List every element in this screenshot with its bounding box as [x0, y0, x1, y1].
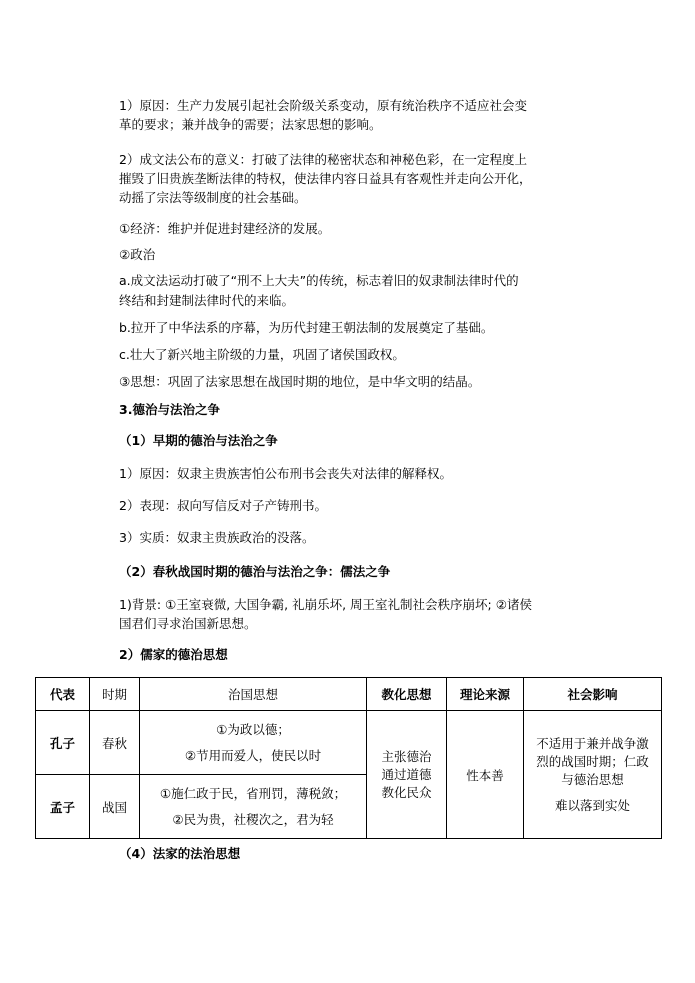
- confucian-thought-table: [35, 677, 662, 839]
- cell-impact: [524, 711, 662, 839]
- cell-theory: 性本善: [447, 711, 524, 839]
- paragraph-cause-line2: 革的要求；兼并战争的需要；法家思想的影响。: [119, 117, 382, 132]
- paragraph-economy: ①经济：维护并促进封建经济的发展。: [119, 221, 331, 236]
- paragraph-significance-line1: 2）成文法公布的意义：打破了法律的秘密状态和神秘色彩，在一定程度上: [119, 152, 527, 167]
- impact-text-2: 难以落到实处: [554, 797, 630, 813]
- governance-item: ②民为贵，社稷次之，君为轻: [172, 811, 334, 827]
- cell-representative: 孔子: [36, 711, 90, 775]
- paragraph-background-line1: 1)背景: ①王室衰微, 大国争霸, 礼崩乐坏, 周王室礼制社会秩序崩坏; ②诸侯: [119, 597, 532, 612]
- impact-text-1: 不适用于兼并战争激烈的战国时期；仁政与德治思想: [536, 735, 649, 787]
- governance-item: ①为政以德；: [216, 721, 290, 737]
- paragraph-point-b: b.拉开了中华法系的序幕，为历代封建王朝法制的发展奠定了基础。: [119, 320, 494, 335]
- subsection-heading-1: （1）早期的德治与法治之争: [119, 433, 278, 448]
- table-row: [36, 711, 662, 775]
- governance-item: ①施仁政于民，省刑罚，薄税敛；: [159, 785, 347, 801]
- cell-period: 战国: [90, 775, 140, 839]
- paragraph-point-c: c.壮大了新兴地主阶级的力量，巩固了诸侯国政权。: [119, 347, 405, 362]
- subsection-heading-4: （4）法家的法治思想: [119, 846, 241, 861]
- paragraph-early-cause: 1）原因：奴隶主贵族害怕公布刑书会丧失对法律的解释权。: [119, 466, 452, 481]
- cell-representative: 孟子: [36, 775, 90, 839]
- paragraph-significance-line3: 动摇了宗法等级制度的社会基础。: [119, 190, 307, 205]
- section-heading-3: 3.德治与法治之争: [119, 402, 220, 417]
- paragraph-point-a-line2: 终结和封建制法律时代的来临。: [119, 293, 295, 308]
- cell-governance: [140, 711, 367, 775]
- paragraph-confucian-heading: 2）儒家的德治思想: [119, 647, 228, 662]
- subsection-heading-2: （2）春秋战国时期的德治与法治之争：儒法之争: [119, 564, 391, 579]
- table-header-row: [36, 678, 662, 711]
- paragraph-early-performance: 2）表现：叔向写信反对子产铸刑书。: [119, 498, 327, 513]
- header-impact: 社会影响: [524, 678, 662, 711]
- header-period: 时期: [90, 678, 140, 711]
- paragraph-politics: ②政治: [119, 247, 156, 262]
- header-education: 教化思想: [367, 678, 447, 711]
- cell-governance: [140, 775, 367, 839]
- cell-education: [367, 711, 447, 839]
- paragraph-background-line2: 国君们寻求治国新思想。: [119, 616, 257, 631]
- paragraph-early-essence: 3）实质：奴隶主贵族政治的没落。: [119, 530, 315, 545]
- cell-period: 春秋: [90, 711, 140, 775]
- paragraph-significance-line2: 摧毁了旧贵族垄断法律的特权，使法律内容日益具有客观性并走向公开化，: [119, 171, 532, 186]
- education-text: 主张德治通过道德教化民众: [381, 748, 432, 800]
- paragraph-cause-line1: 1）原因：生产力发展引起社会阶级关系变动，原有统治秩序不适应社会变: [119, 98, 527, 113]
- paragraph-thought: ③思想：巩固了法家思想在战国时期的地位，是中华文明的结晶。: [119, 374, 481, 389]
- paragraph-point-a-line1: a.成文法运动打破了“刑不上大夫”的传统，标志着旧的奴隶制法律时代的: [119, 273, 519, 288]
- header-theory: 理论来源: [447, 678, 524, 711]
- header-representative: 代表: [36, 678, 90, 711]
- governance-item: ②节用而爱人，使民以时: [184, 747, 322, 763]
- header-governance: 治国思想: [140, 678, 367, 711]
